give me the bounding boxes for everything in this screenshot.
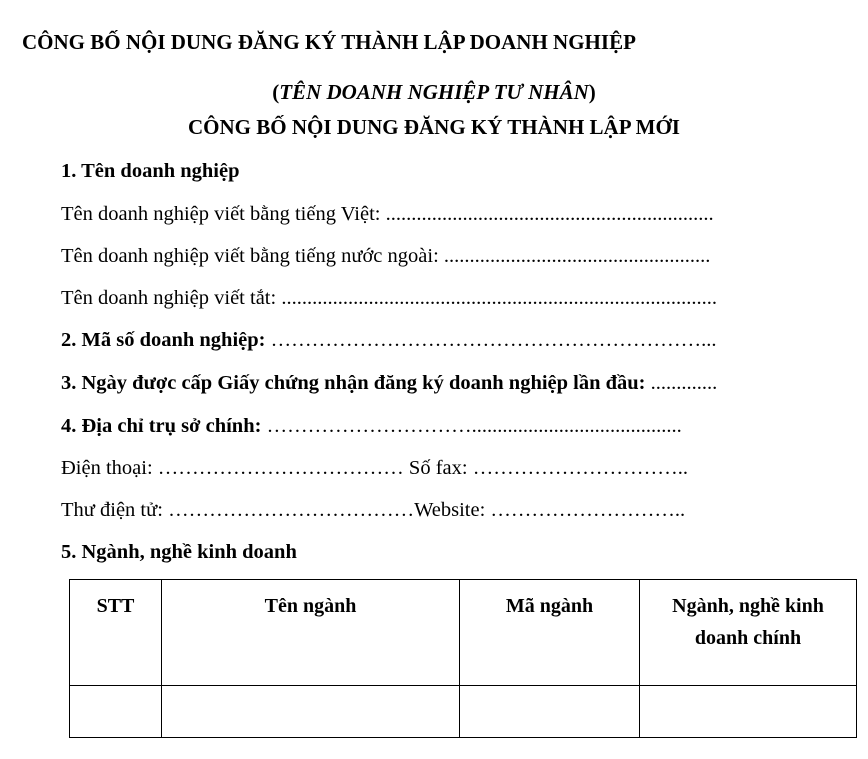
field-label: 4. Địa chỉ trụ sở chính: <box>61 415 262 437</box>
column-header-industry-code: Mã ngành <box>460 580 640 686</box>
phone-label: Điện thoại: <box>61 457 153 479</box>
section-1-heading: 1. Tên doanh nghiệp <box>61 160 240 182</box>
field-label: 3. Ngày được cấp Giấy chứng nhận đăng ký doanh nghiệp lần đầu: <box>61 372 646 394</box>
field-blank[interactable]: ............. <box>645 372 718 394</box>
column-header-main-industry: Ngành, nghề kinh doanh chính <box>640 580 857 686</box>
field-label: Tên doanh nghiệp viết bằng tiếng Việt: <box>61 203 381 225</box>
field-blank[interactable]: ................................................................ <box>380 203 714 225</box>
cell-main-industry[interactable] <box>640 686 857 738</box>
field-blank[interactable]: ………………………………………………………... <box>265 329 717 351</box>
document-subtitle-2: CÔNG BỐ NỘI DUNG ĐĂNG KÝ THÀNH LẬP MỚI <box>188 115 680 139</box>
contact-email-website-row <box>61 498 685 522</box>
field-enterprise-code[interactable] <box>61 328 716 352</box>
field-label: Tên doanh nghiệp viết tắt: <box>61 287 277 309</box>
subtitle-paren-close: ) <box>588 80 596 104</box>
column-header-stt: STT <box>70 580 162 686</box>
enterprise-type: TÊN DOANH NGHIỆP TƯ NHÂN <box>279 80 589 104</box>
field-first-registration-date[interactable] <box>61 371 717 395</box>
table-header-row <box>70 580 857 686</box>
section-5-heading: 5. Ngành, nghề kinh doanh <box>61 541 297 563</box>
cell-stt[interactable] <box>70 686 162 738</box>
fax-blank[interactable]: ………………………….. <box>467 457 688 479</box>
business-lines-table <box>69 579 857 738</box>
fax-label: Số fax: <box>408 457 468 479</box>
cell-industry-code[interactable] <box>460 686 640 738</box>
document-title: CÔNG BỐ NỘI DUNG ĐĂNG KÝ THÀNH LẬP DOANH NGHIỆP <box>22 30 636 54</box>
phone-blank[interactable]: ……………………………… <box>152 457 409 479</box>
email-label: Thư điện tử: <box>61 499 163 521</box>
field-blank[interactable]: …………………………......................................... <box>261 415 682 437</box>
cell-industry-name[interactable] <box>162 686 460 738</box>
email-blank[interactable]: ……………………………… <box>162 499 415 521</box>
field-blank[interactable]: .................................................... <box>438 245 711 267</box>
field-vietnamese-name[interactable] <box>61 202 714 226</box>
subtitle-paren-open: ( <box>272 80 280 104</box>
field-foreign-name[interactable] <box>61 244 710 268</box>
field-label: 2. Mã số doanh nghiệp: <box>61 329 266 351</box>
field-label: Tên doanh nghiệp viết bằng tiếng nước ngoài: <box>61 245 439 267</box>
table-row <box>70 686 857 738</box>
field-head-office-address[interactable] <box>61 414 682 438</box>
document-subtitle <box>0 80 868 104</box>
contact-phone-fax-row <box>61 456 688 480</box>
column-header-industry-name: Tên ngành <box>162 580 460 686</box>
website-label: Website: <box>414 499 486 521</box>
field-abbreviated-name[interactable] <box>61 286 717 310</box>
field-blank[interactable]: ..................................................................................... <box>276 287 717 309</box>
website-blank[interactable]: ……………………….. <box>485 499 686 521</box>
